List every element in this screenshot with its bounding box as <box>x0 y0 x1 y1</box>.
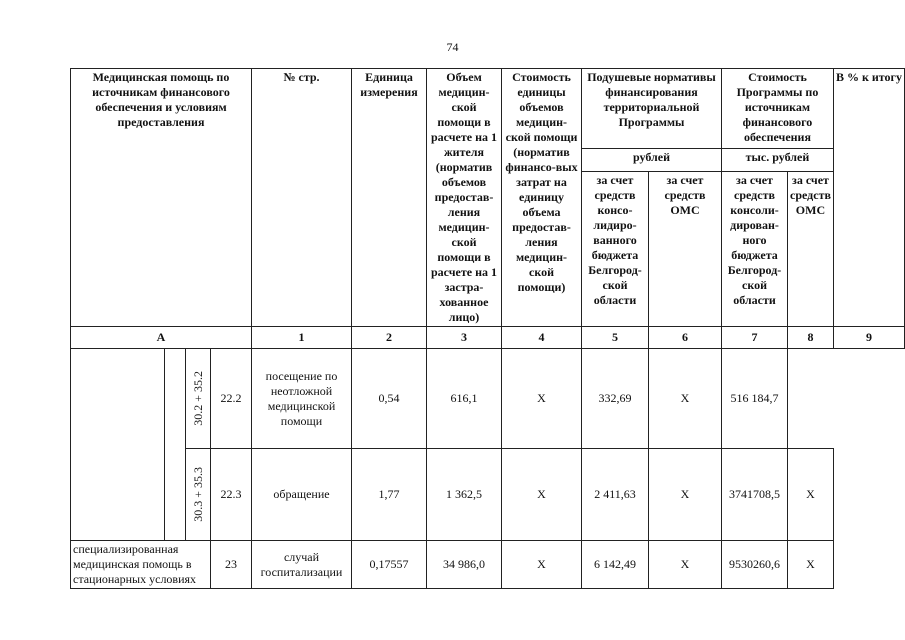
per-capita-budget: X <box>502 349 582 449</box>
line-number: 23 <box>211 541 252 589</box>
program-oms: 3741708,5 <box>722 449 788 541</box>
per-capita-budget: X <box>502 541 582 589</box>
num-8: 8 <box>788 327 834 349</box>
table-row <box>71 541 905 589</box>
table-row <box>71 349 905 449</box>
volume: 0,17557 <box>352 541 427 589</box>
header-col-1: № стр. <box>252 69 352 327</box>
percent-of-total: X <box>788 449 834 541</box>
num-4: 4 <box>502 327 582 349</box>
unit: посещение по неотложной медицинской помощи <box>252 349 352 449</box>
header-per-capita: Подушевые нормативы финансирования территориальной Программы <box>582 69 722 149</box>
per-capita-budget: X <box>502 449 582 541</box>
per-capita-oms: 332,69 <box>582 349 649 449</box>
header-program-cost-unit: тыс. рублей <box>722 149 834 172</box>
num-1: 1 <box>252 327 352 349</box>
header-col-a: Медицинская помощь по источникам финансового обеспечения и условиям предоставления <box>71 69 252 327</box>
percent-of-total: X <box>788 541 834 589</box>
num-a: А <box>71 327 252 349</box>
rotated-code-cell <box>186 349 211 449</box>
header-col-8: за счет средств ОМС <box>788 172 834 327</box>
unit-cost: 1 362,5 <box>427 449 502 541</box>
header-col-7: за счет средств консоли-дирован-ного бюджета Белгород-ской области <box>722 172 788 327</box>
page-number: 74 <box>446 40 459 54</box>
per-capita-oms: 6 142,49 <box>582 541 649 589</box>
row-name-empty <box>71 349 165 541</box>
financing-table <box>70 68 905 589</box>
program-budget: X <box>649 349 722 449</box>
table-row <box>71 449 905 541</box>
line-number: 22.2 <box>211 349 252 449</box>
num-5: 5 <box>582 327 649 349</box>
rotated-code-cell <box>186 449 211 541</box>
row-name-strip <box>165 349 186 541</box>
volume: 1,77 <box>352 449 427 541</box>
num-2: 2 <box>352 327 427 349</box>
per-capita-oms: 2 411,63 <box>582 449 649 541</box>
header-col-3: Объем медицин-ской помощи в расчете на 1 жителя (норматив объемов предостав-ления медицин-ской помощи в расчете на 1 застра-хованное лицо) <box>427 69 502 327</box>
line-number: 22.3 <box>211 449 252 541</box>
program-oms: 516 184,7 <box>722 349 788 449</box>
program-budget: X <box>649 541 722 589</box>
header-col-9: В % к итогу <box>833 69 904 327</box>
num-7: 7 <box>722 327 788 349</box>
header-col-4: Стоимость единицы объемов медицин-ской помощи (норматив финансо-вых затрат на единицу объема предостав-ления медицин-ской помощи) <box>502 69 582 327</box>
unit: случай госпитализации <box>252 541 352 589</box>
header-col-5: за счет средств консо-лидиро-ванного бюджета Белгород-ской области <box>582 172 649 327</box>
header-col-2: Единица измерения <box>352 69 427 327</box>
num-9: 9 <box>833 327 904 349</box>
program-oms: 9530260,6 <box>722 541 788 589</box>
num-3: 3 <box>427 327 502 349</box>
program-budget: X <box>649 449 722 541</box>
unit-cost: 616,1 <box>427 349 502 449</box>
volume: 0,54 <box>352 349 427 449</box>
unit-cost: 34 986,0 <box>427 541 502 589</box>
percent-of-total <box>788 349 834 449</box>
row-name: специализированная медицинская помощь в стационарных условиях <box>71 541 211 589</box>
header-per-capita-unit: рублей <box>582 149 722 172</box>
rotated-code: 30.3 + 35.3 <box>190 467 205 522</box>
header-program-cost: Стоимость Программы по источникам финансового обеспечения <box>722 69 834 149</box>
rotated-code: 30.2 + 35.2 <box>190 371 205 426</box>
header-col-6: за счет средств ОМС <box>649 172 722 327</box>
num-6: 6 <box>649 327 722 349</box>
unit: обращение <box>252 449 352 541</box>
